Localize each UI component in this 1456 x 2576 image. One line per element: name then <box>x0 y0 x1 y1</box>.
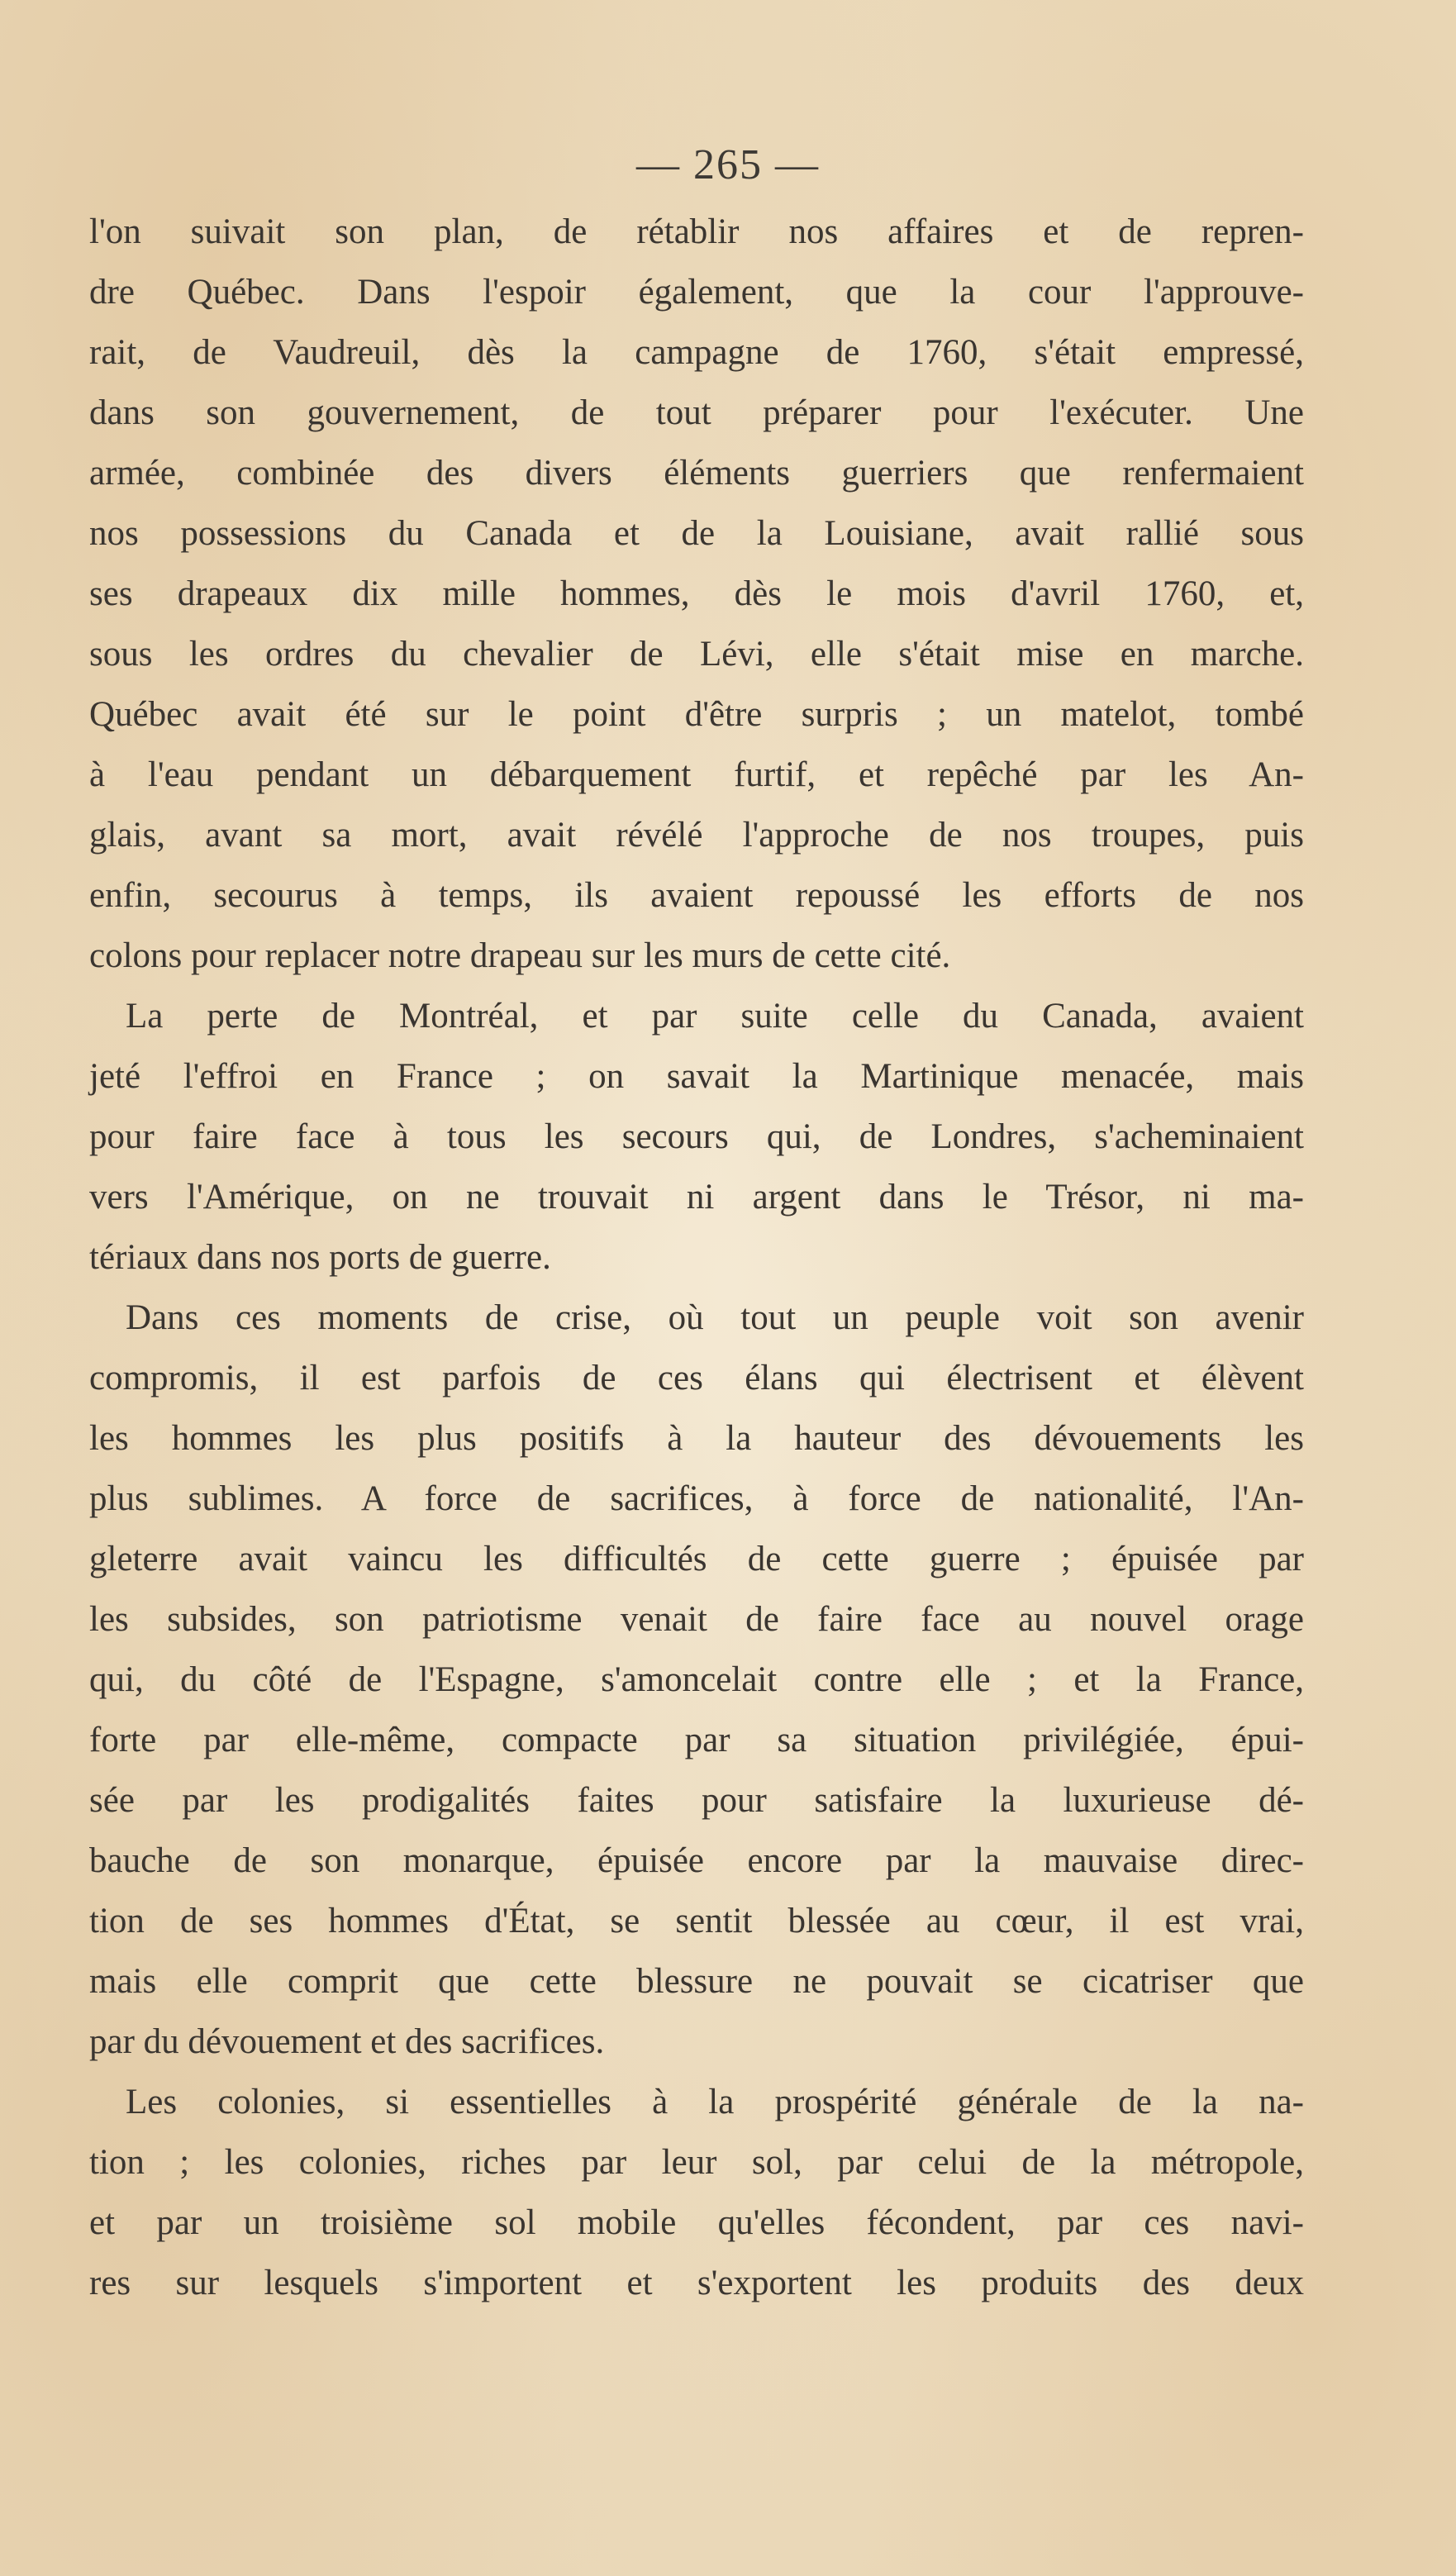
text-line: compromis, il est parfois de ces élans qui électrisent et élèvent <box>89 1359 1304 1398</box>
text-line: armée, combinée des divers éléments guerriers que renfermaient <box>89 454 1304 493</box>
text-line: sée par les prodigalités faites pour satisfaire la luxurieuse dé- <box>89 1781 1304 1820</box>
text-line: colons pour replacer notre drapeau sur les murs de cette cité. <box>89 936 951 975</box>
text-line: les subsides, son patriotisme venait de faire face au nouvel orage <box>89 1600 1304 1639</box>
text-line: enfin, secourus à temps, ils avaient repoussé les efforts de nos <box>89 876 1304 915</box>
text-line: forte par elle-même, compacte par sa situation privilégiée, épui- <box>89 1721 1304 1759</box>
text-line: res sur lesquels s'importent et s'exportent les produits des deux <box>89 2264 1304 2302</box>
text-line: vers l'Amérique, on ne trouvait ni argent dans le Trésor, ni ma- <box>89 1178 1304 1217</box>
text-line: Dans ces moments de crise, où tout un peuple voit son avenir <box>126 1298 1304 1337</box>
text-line: La perte de Montréal, et par suite celle du Canada, avaient <box>126 997 1304 1036</box>
text-line: Les colonies, si essentielles à la prospérité générale de la na- <box>126 2083 1304 2121</box>
text-line: tion de ses hommes d'État, se sentit blessée au cœur, il est vrai, <box>89 1902 1304 1940</box>
text-line: tion ; les colonies, riches par leur sol, par celui de la métropole, <box>89 2143 1304 2182</box>
text-line: bauche de son monarque, épuisée encore par la mauvaise direc- <box>89 1841 1304 1880</box>
text-line: les hommes les plus positifs à la hauteur des dévouements les <box>89 1419 1304 1458</box>
text-line: et par un troisième sol mobile qu'elles fécondent, par ces navi- <box>89 2203 1304 2242</box>
text-line: par du dévouement et des sacrifices. <box>89 2022 605 2061</box>
text-line: glais, avant sa mort, avait révélé l'approche de nos troupes, puis <box>89 816 1304 855</box>
text-line: jeté l'effroi en France ; on savait la Martinique menacée, mais <box>89 1057 1304 1096</box>
text-line: l'on suivait son plan, de rétablir nos affaires et de repren- <box>89 212 1304 251</box>
text-line: dans son gouvernement, de tout préparer pour l'exécuter. Une <box>89 393 1304 432</box>
text-line: ses drapeaux dix mille hommes, dès le mois d'avril 1760, et, <box>89 574 1304 613</box>
text-line: qui, du côté de l'Espagne, s'amoncelait contre elle ; et la France, <box>89 1660 1304 1699</box>
text-line: rait, de Vaudreuil, dès la campagne de 1760, s'était empressé, <box>89 333 1304 372</box>
text-line: pour faire face à tous les secours qui, de Londres, s'acheminaient <box>89 1117 1304 1156</box>
text-line: plus sublimes. A force de sacrifices, à force de nationalité, l'An- <box>89 1479 1304 1518</box>
body-text <box>89 202 1304 2313</box>
text-line: sous les ordres du chevalier de Lévi, elle s'était mise en marche. <box>89 635 1304 674</box>
page-number: — 265 — <box>636 141 820 188</box>
text-line: gleterre avait vaincu les difficultés de cette guerre ; épuisée par <box>89 1540 1304 1578</box>
text-line: Québec avait été sur le point d'être surpris ; un matelot, tombé <box>89 695 1304 734</box>
text-line: nos possessions du Canada et de la Louisiane, avait rallié sous <box>89 514 1304 553</box>
text-line: tériaux dans nos ports de guerre. <box>89 1238 551 1277</box>
text-line: dre Québec. Dans l'espoir également, que la cour l'approuve- <box>89 273 1304 312</box>
text-line: à l'eau pendant un débarquement furtif, et repêché par les An- <box>89 755 1304 794</box>
text-line: mais elle comprit que cette blessure ne pouvait se cicatriser que <box>89 1962 1304 2001</box>
